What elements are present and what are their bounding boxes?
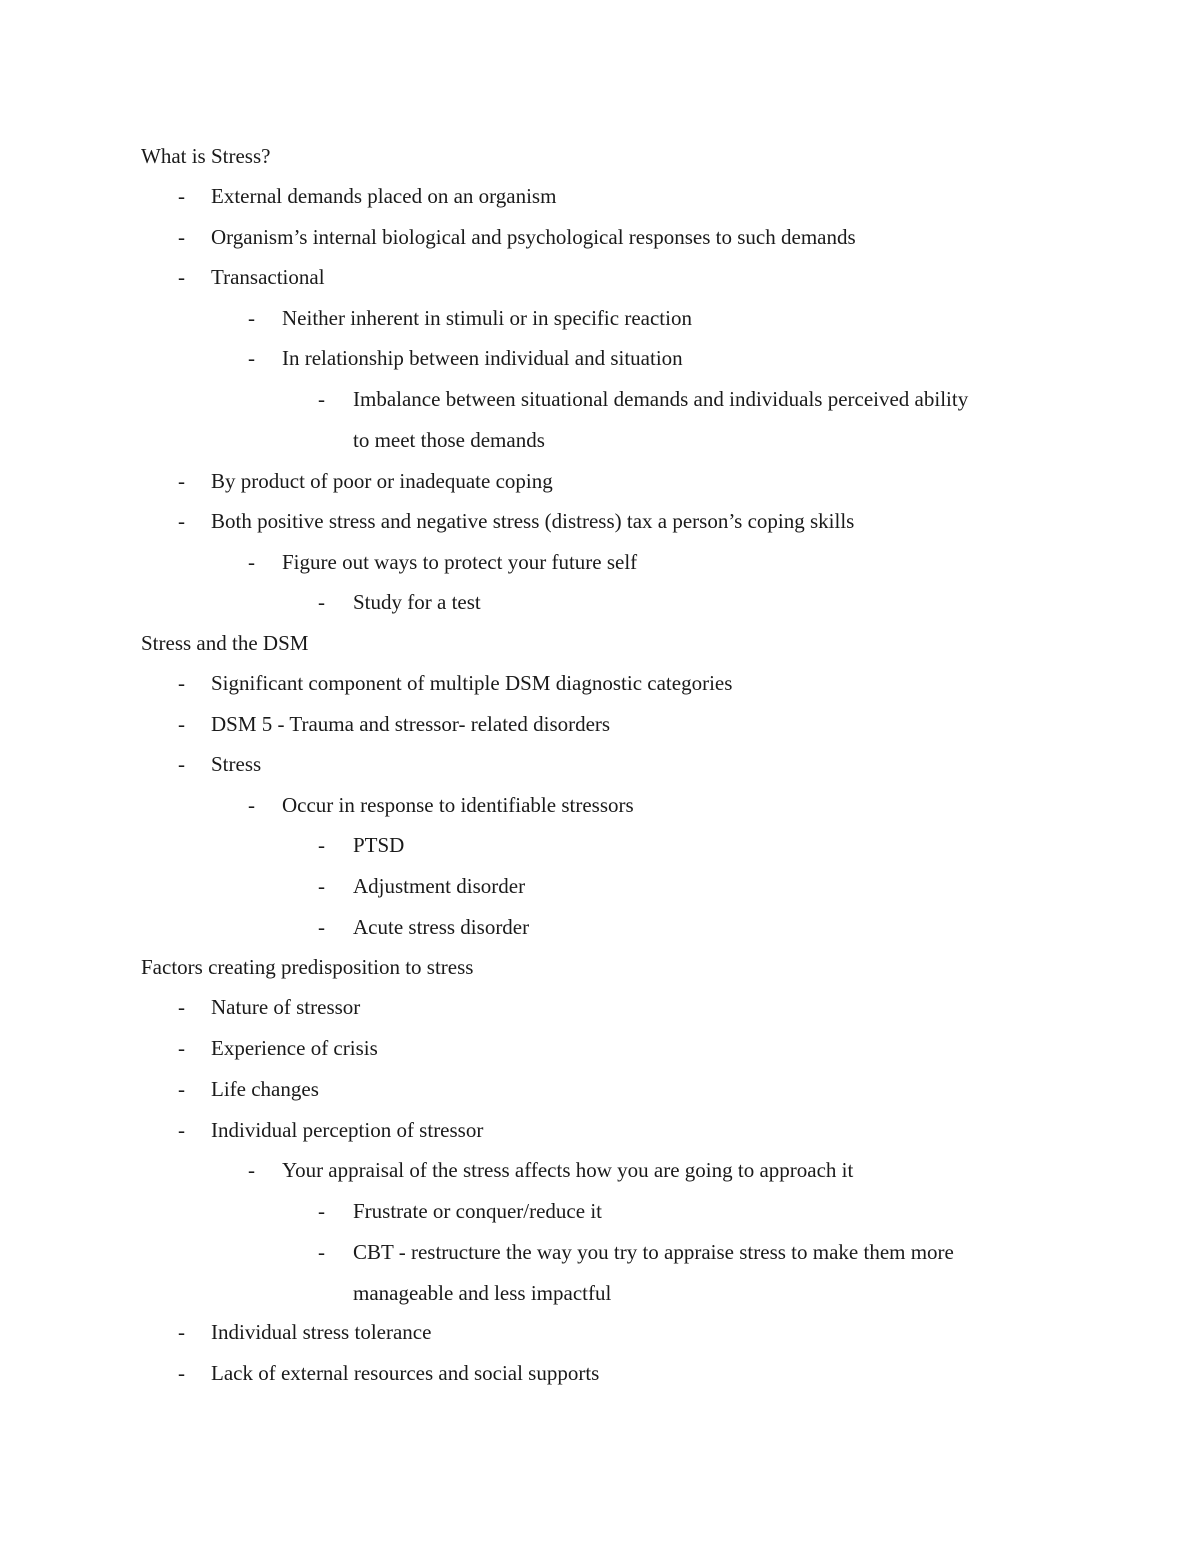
bullet-dash: - bbox=[178, 184, 185, 208]
section-heading: What is Stress? bbox=[141, 144, 271, 168]
bullet-dash: - bbox=[318, 1199, 325, 1223]
list-item-text: Lack of external resources and social supports bbox=[211, 1361, 600, 1385]
bullet-dash: - bbox=[178, 265, 185, 289]
bullet-dash: - bbox=[248, 550, 255, 574]
list-item bbox=[0, 501, 1200, 542]
bullet-dash: - bbox=[248, 793, 255, 817]
list-item-continuation bbox=[0, 1273, 1200, 1314]
list-item bbox=[0, 825, 1200, 866]
list-item bbox=[0, 257, 1200, 298]
list-item-text: manageable and less impactful bbox=[353, 1281, 612, 1305]
list-item-text: Study for a test bbox=[353, 590, 481, 614]
list-item-text: Occur in response to identifiable stressors bbox=[282, 793, 634, 817]
list-item-text: PTSD bbox=[353, 833, 405, 857]
list-item-text: to meet those demands bbox=[353, 428, 545, 452]
bullet-dash: - bbox=[248, 346, 255, 370]
list-item bbox=[0, 176, 1200, 217]
list-item-text: Life changes bbox=[211, 1077, 319, 1101]
list-item-text: Individual perception of stressor bbox=[211, 1118, 484, 1142]
list-item bbox=[0, 1232, 1200, 1273]
list-item bbox=[0, 338, 1200, 379]
list-item-text: Adjustment disorder bbox=[353, 874, 526, 898]
bullet-dash: - bbox=[318, 874, 325, 898]
bullet-dash: - bbox=[178, 1036, 185, 1060]
bullet-dash: - bbox=[318, 915, 325, 939]
list-item-text: DSM 5 - Trauma and stressor- related disorders bbox=[211, 712, 611, 736]
section-heading: Factors creating predisposition to stress bbox=[141, 955, 474, 979]
bullet-dash: - bbox=[318, 833, 325, 857]
bullet-dash: - bbox=[178, 225, 185, 249]
list-item bbox=[0, 461, 1200, 502]
list-item-text: Your appraisal of the stress affects how you are going to approach it bbox=[282, 1158, 854, 1182]
list-item bbox=[0, 907, 1200, 948]
list-item-text: Experience of crisis bbox=[211, 1036, 378, 1060]
list-item-text: Transactional bbox=[211, 265, 325, 289]
bullet-dash: - bbox=[178, 752, 185, 776]
list-item bbox=[0, 1312, 1200, 1353]
bullet-dash: - bbox=[178, 995, 185, 1019]
list-item bbox=[0, 744, 1200, 785]
list-item-text: Both positive stress and negative stress (distress) tax a person’s coping skills bbox=[211, 509, 855, 533]
bullet-dash: - bbox=[178, 509, 185, 533]
bullet-dash: - bbox=[178, 671, 185, 695]
list-item-text: Organism’s internal biological and psychological responses to such demands bbox=[211, 225, 856, 249]
list-item-text: Figure out ways to protect your future self bbox=[282, 550, 638, 574]
list-item bbox=[0, 1028, 1200, 1069]
list-item bbox=[0, 217, 1200, 258]
list-item bbox=[0, 704, 1200, 745]
section-heading: Stress and the DSM bbox=[141, 631, 309, 655]
list-item bbox=[0, 379, 1200, 420]
list-item-text: Neither inherent in stimuli or in specific reaction bbox=[282, 306, 692, 330]
bullet-dash: - bbox=[178, 1077, 185, 1101]
bullet-dash: - bbox=[178, 1361, 185, 1385]
list-item-text: Stress bbox=[211, 752, 262, 776]
list-item bbox=[0, 1110, 1200, 1151]
list-item bbox=[0, 1191, 1200, 1232]
list-item bbox=[0, 785, 1200, 826]
list-item bbox=[0, 663, 1200, 704]
list-item bbox=[0, 1150, 1200, 1191]
list-item-text: Nature of stressor bbox=[211, 995, 361, 1019]
list-item-continuation bbox=[0, 420, 1200, 461]
list-item-text: Acute stress disorder bbox=[353, 915, 530, 939]
list-item bbox=[0, 1353, 1200, 1394]
list-item-text: CBT - restructure the way you try to appraise stress to make them more bbox=[353, 1240, 954, 1264]
list-item bbox=[0, 542, 1200, 583]
list-item-text: Individual stress tolerance bbox=[211, 1320, 432, 1344]
list-item-text: External demands placed on an organism bbox=[211, 184, 557, 208]
bullet-dash: - bbox=[178, 1320, 185, 1344]
bullet-dash: - bbox=[178, 1118, 185, 1142]
list-item bbox=[0, 866, 1200, 907]
bullet-dash: - bbox=[318, 590, 325, 614]
list-item-text: Significant component of multiple DSM diagnostic categories bbox=[211, 671, 733, 695]
bullet-dash: - bbox=[248, 1158, 255, 1182]
list-item-text: In relationship between individual and situation bbox=[282, 346, 683, 370]
list-item-text: By product of poor or inadequate coping bbox=[211, 469, 553, 493]
bullet-dash: - bbox=[178, 712, 185, 736]
list-item-text: Imbalance between situational demands and individuals perceived ability bbox=[353, 387, 969, 411]
bullet-dash: - bbox=[318, 387, 325, 411]
bullet-dash: - bbox=[248, 306, 255, 330]
list-item-text: Frustrate or conquer/reduce it bbox=[353, 1199, 602, 1223]
bullet-dash: - bbox=[318, 1240, 325, 1264]
list-item bbox=[0, 1069, 1200, 1110]
bullet-dash: - bbox=[178, 469, 185, 493]
list-item bbox=[0, 298, 1200, 339]
list-item bbox=[0, 582, 1200, 623]
list-item bbox=[0, 987, 1200, 1028]
